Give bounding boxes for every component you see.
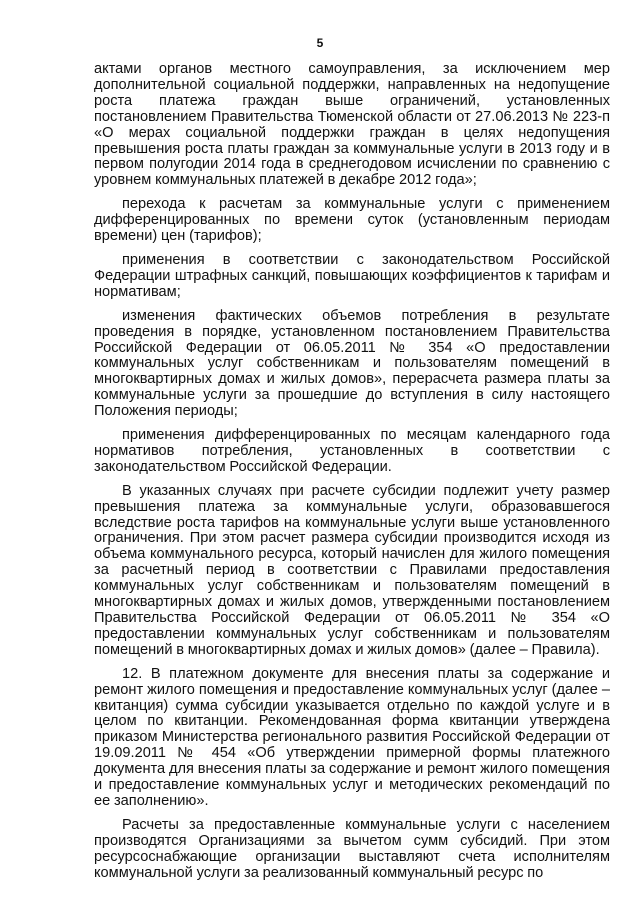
paragraph-3: применения в соответствии с законодательством Российской Федерации штрафных санкций, повышающих коэффициентов к тарифам и нормативам; [94, 251, 610, 300]
page-number: 5 [316, 36, 324, 50]
paragraph-8: Расчеты за предоставленные коммунальные услуги с населением производятся Организациями за вычетом сумм субсидий. При этом ресурсоснабжающие организации выставляют счета исполнителям коммунальной услуги за реализованный коммунальный ресурс по [94, 816, 610, 881]
paragraph-7: 12. В платежном документе для внесения платы за содержание и ремонт жилого помещения и предоставление коммунальных услуг (далее – квитанция) сумма субсидии указывается отдельно по каждой услуге и в целом по квитанции. Рекомендованная форма квитанции утверждена приказом Министерства регионального развития Российской Федерации от 19.09.2011 № 454 «Об утверждении примерной формы платежного документа для внесения платы за содержание и ремонт жилого помещения и предоставление коммунальных услуг и методических рекомендаций по ее заполнению». [94, 665, 610, 809]
paragraph-4: изменения фактических объемов потребления в результате проведения в порядке, установленном постановлением Правительства Российской Федерации от 06.05.2011 № 354 «О предоставлении коммунальных услуг собственникам и пользователям помещений в многоквартирных домах и жилых домов», перерасчета размера платы за коммунальные услуги за прошедшие до вступления в силу настоящего Положения периоды; [94, 307, 610, 420]
paragraph-2: перехода к расчетам за коммунальные услуги с применением дифференцированных по времени суток (установленным периодам времени) цен (тарифов); [94, 196, 610, 245]
paragraph-6: В указанных случаях при расчете субсидии подлежит учету размер превышения платежа за коммунальные услуги, образовавшегося вследствие роста тарифов на коммунальные услуги выше установленного ограничения. При этом расчет размера субсидии производится исходя из объема коммунального ресурса, который начислен для жилого помещения за расчетный период в соответствии с Правилами предоставления коммунальных услуг собственникам и пользователям помещений в многоквартирных домах и жилых домов, утвержденными постановлением Правительства Российской Федерации от 06.05.2011 № 354 «О предоставлении коммунальных услуг собственникам и пользователям помещений в многоквартирных домах и жилых домов» (далее – Правила). [94, 482, 610, 658]
document-body [94, 62, 610, 882]
paragraph-1: актами органов местного самоуправления, за исключением мер дополнительной социальной поддержки, направленных на недопущение роста платежа граждан выше ограничений, установленных постановлением Правительства Тюменской области от 27.06.2013 № 223-п «О мерах социальной поддержки граждан в целях недопущения превышения роста платы граждан за коммунальные услуги в 2013 году и в первом полугодии 2014 года в среднегодовом исчислении по сравнению с уровнем коммунальных платежей в декабре 2012 года»; [94, 61, 610, 189]
paragraph-5: применения дифференцированных по месяцам календарного года нормативов потребления, установленных в соответствии с законодательством Российской Федерации. [94, 427, 610, 475]
